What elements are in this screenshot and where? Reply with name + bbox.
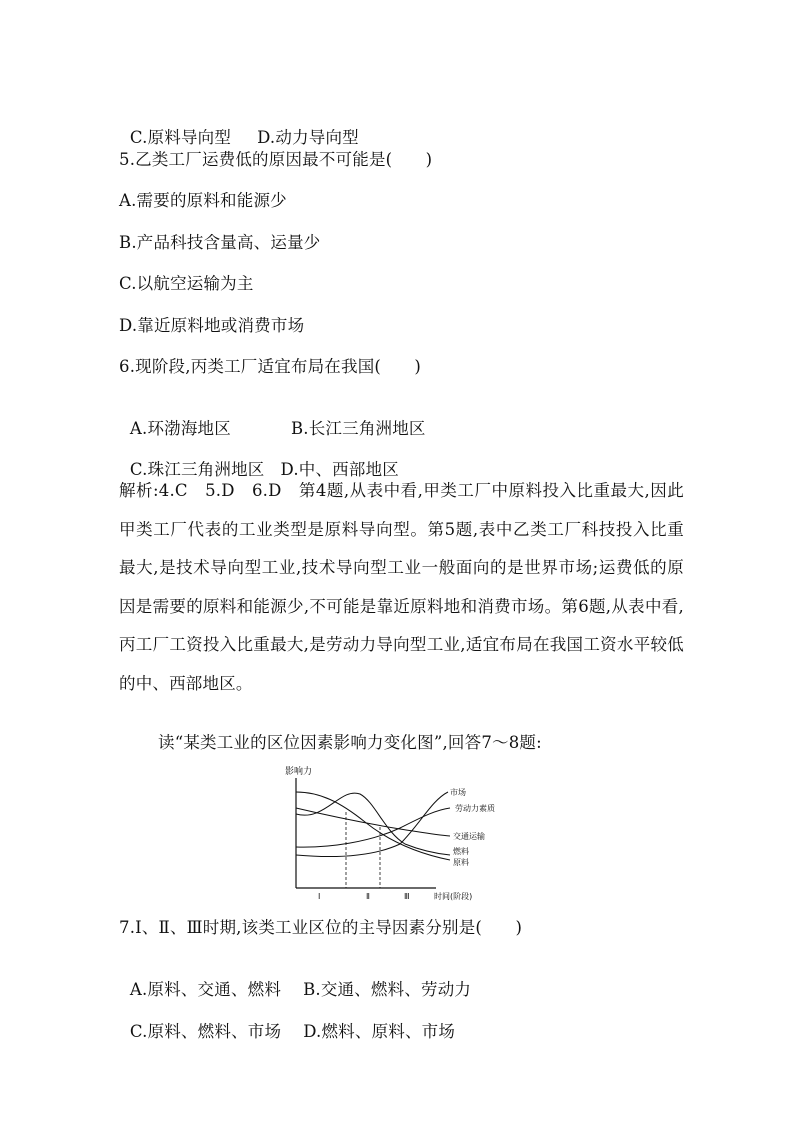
q5-option-a: A.需要的原料和能源少: [119, 191, 287, 210]
q7-option-b: B.交通、燃料、劳动力: [303, 980, 472, 999]
x-tick-3: Ⅲ: [404, 892, 410, 901]
q6-option-d: D.中、西部地区: [280, 460, 399, 479]
q7-option-d: D.燃料、原料、市场: [303, 1022, 456, 1041]
q7-stem: 7.Ⅰ、Ⅱ、Ⅲ时期,该类工业区位的主导因素分别是( ): [119, 918, 523, 937]
x-tick-1: Ⅰ: [318, 892, 321, 901]
legend-label-raw-material: 原料: [453, 858, 469, 867]
q4-options-line: [119, 108, 359, 148]
q6-option-c: C.珠江三角洲地区: [129, 460, 265, 479]
q7-options-line1: [119, 960, 471, 1000]
location-factor-chart: [280, 762, 520, 904]
x-tick-2: Ⅱ: [366, 892, 370, 901]
legend-label-transport: 交通运输: [453, 832, 485, 841]
q6-option-b: B.长江三角洲地区: [290, 419, 426, 438]
q6-stem: 6.现阶段,丙类工厂适宜布局在我国( ): [119, 357, 422, 376]
q4-option-d: D.动力导向型: [257, 128, 359, 147]
q4-option-c: C.原料导向型: [129, 128, 232, 147]
q7-option-a: A.原料、交通、燃料: [129, 980, 282, 999]
chart-intro: 读“某类工业的区位因素影响力变化图”,回答7～8题:: [158, 733, 542, 752]
q6-option-a: A.环渤海地区: [129, 419, 231, 438]
q6-options-line1: [119, 399, 426, 439]
series-line-raw-material: [296, 792, 450, 860]
q5-option-c: C.以航空运输为主: [119, 274, 254, 293]
legend-label-market: 市场: [450, 788, 466, 797]
legend-label-fuel: 燃料: [453, 847, 469, 856]
chart-ylabel: 影响力: [285, 767, 313, 777]
q7-options-line2: [119, 1002, 455, 1042]
q7-option-c: C.原料、燃料、市场: [129, 1022, 282, 1041]
q5-stem: 5.乙类工厂运费低的原因最不可能是( ): [119, 150, 433, 169]
legend-label-labor: 劳动力素质: [455, 804, 495, 813]
q5-option-d: D.靠近原料地或消费市场: [119, 316, 305, 335]
analysis-paragraph: 解析:4.C 5.D 6.D 第4题,从表中看,甲类工厂中原料投入比重最大,因此甲类工厂代表的工业类型是原料导向型。第5题,表中乙类工厂科技投入比重最大,是技术导向型工业,技术导向型工业一般面向的是世界市场;运费低的原因是需要的原料和能源少,不可能是靠近原料地和消费市场。第6题,从表中看,丙工厂工资投入比重最大,是劳动力导向型工业,适宜布局在我国工资水平较低的中、西部地区。: [119, 481, 684, 693]
chart-xlabel: 时间(阶段): [434, 892, 473, 901]
q5-option-b: B.产品科技含量高、运量少: [119, 233, 321, 252]
